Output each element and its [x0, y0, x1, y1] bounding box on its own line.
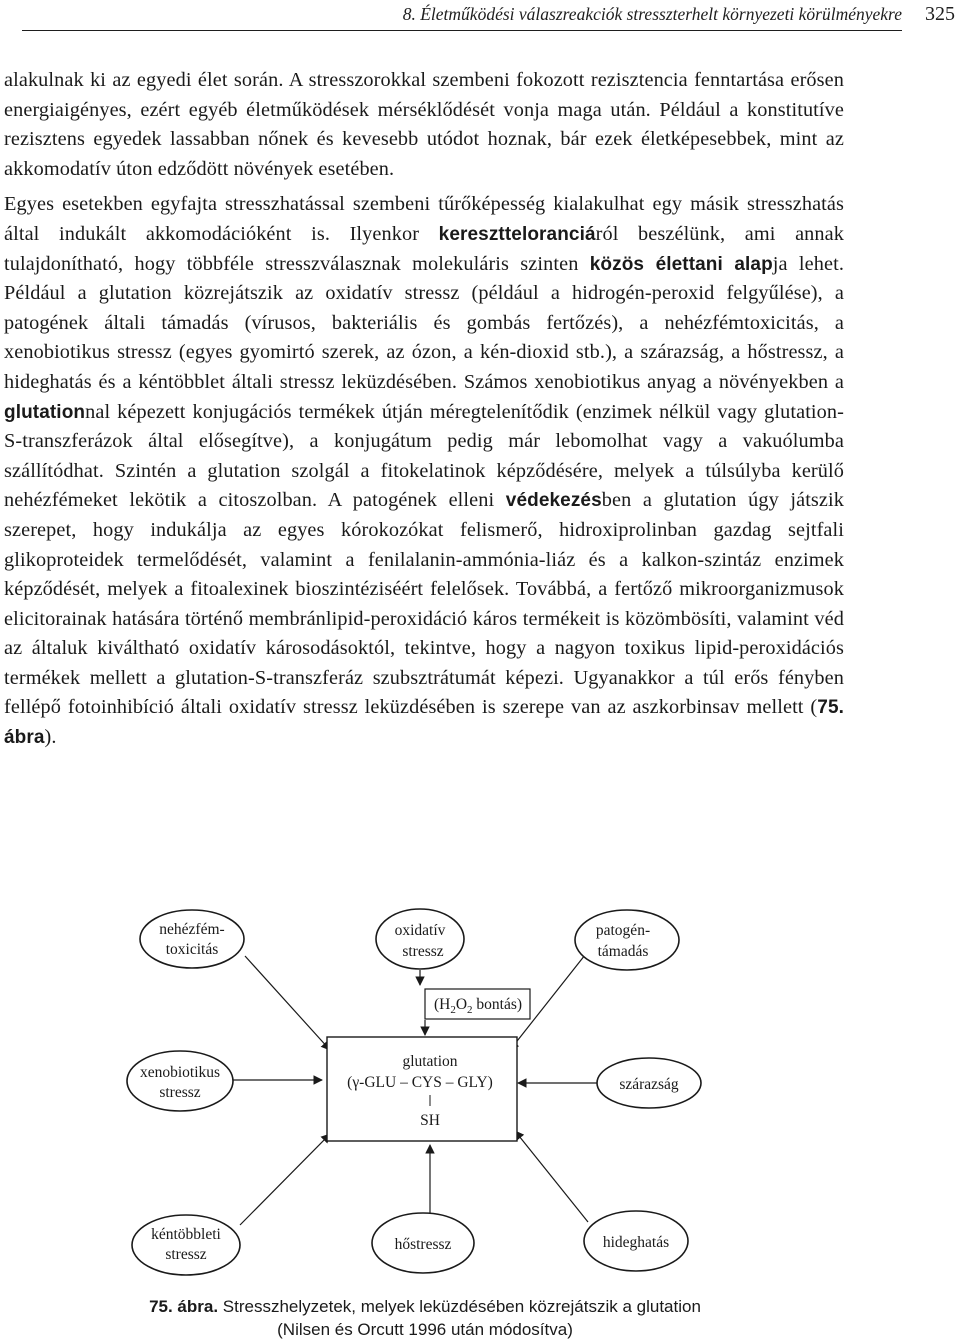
caption-label: 75. ábra.: [149, 1297, 219, 1316]
label-xenobiotikus-1: xenobiotikus: [139, 1064, 221, 1081]
label-szarazsag: szárazság: [619, 1076, 679, 1093]
node-oxidativ-stressz: [376, 909, 464, 969]
body-text: [4, 66, 844, 753]
caption-line-1: [0, 1295, 850, 1318]
sh-group: SH: [420, 1112, 440, 1129]
p2-text-1: Egyes esetekben egyfajta stresszhatással szembeni tűrőképesség kialakulhat egy másik stresszhatás által indukált akkomodációként is. Ilyenkor: [4, 193, 844, 245]
figure-caption: [0, 1295, 850, 1341]
term-vedekezes: védekezés: [505, 490, 602, 512]
term-keresztolerancia: keresztteloranciá: [438, 223, 596, 245]
page-number: 325: [925, 3, 955, 25]
node-kentobbleti-stressz: [132, 1215, 240, 1275]
node-patogen-tamadas: [575, 910, 679, 970]
glutation-label: glutation: [402, 1053, 458, 1070]
running-header: [22, 2, 902, 31]
label-hostressz: hőstressz: [394, 1236, 452, 1253]
node-nehezfem-toxicitas: [140, 910, 244, 968]
p2-text-5: ben a glutation úgy játszik szerepet, hogy indukálja az egyes kórokozókat felismerő, hidroxiprolinban gazdag sejtfali glikoproteidek termelődését, valamint a fenilalanin-ammónia-liáz és a kalkon-szintáz enzimek képződését, melyek a fitoalexinek bioszintéziséért felelősek. Továbbá, a fertőző mikroorganizmusok elicitorainak hatására történő membránlipid-peroxidáció káros termékeit is közömbösíti, valamint véd az általuk kiváltható oxidatív károsodásoktól, tekintve, hogy a nagyon toxikus lipid-peroxidációs termékek mellett a glutation-S-transzferáz szubsztrátumát képezi. Ugyanakkor a túl erős fényben fellépő fotoinhibíció általi oxidatív stressz leküzdésében is szerepe van az aszkorbinsav mellett (: [4, 489, 844, 719]
label-patogen-2: támadás: [597, 943, 649, 960]
label-kentobbleti-2: stressz: [165, 1246, 207, 1263]
label-nehezfem-2: toxicitás: [165, 941, 219, 958]
h2o2-label: ($H_2O_2$ bontás): [433, 996, 523, 1016]
term-kozos-elettani-alap: közös élettani alap: [589, 253, 773, 275]
paragraph-2: [4, 190, 844, 752]
arrow-nehezfem: [245, 956, 330, 1050]
label-nehezfem-1: nehézfém-: [159, 921, 225, 938]
caption-line-2: (Nilsen és Orcutt 1996 után módosítva): [277, 1320, 573, 1339]
p2-text-2: ról beszélünk, ami annak tulajdonítható, hogy többféle stresszválasznak molekuláris szinten: [4, 222, 844, 275]
label-oxidativ-1: oxidatív: [394, 922, 446, 939]
arrow-hideghatas: [515, 1131, 588, 1222]
p2-text-6: ).: [44, 726, 57, 749]
paragraph-1: alakulnak ki az egyedi élet során. A stresszorokkal szembeni fokozott rezisztencia fenntartása erősen energiaigényes, ezért egyéb életműködések mérséklődését vonja maga után. Például a konstitutíve rezisztens egyedek lassabban nőnek és kevesebb utódot hoznak, bár ezek életképesebbek, mint az akkomodatív úton edződött növények esetében.: [4, 69, 844, 180]
glutation-diagram: [0, 905, 960, 1290]
node-xenobiotikus-stressz: [127, 1051, 233, 1111]
label-xenobiotikus-2: stressz: [159, 1084, 201, 1101]
header-title: 8. Életműködési válaszreakciók stresszterhelt környezeti körülményekre: [402, 4, 902, 24]
label-kentobbleti-1: kéntöbbleti: [151, 1226, 221, 1243]
label-oxidativ-2: stressz: [402, 943, 444, 960]
label-patogen-1: patogén-: [595, 922, 651, 939]
figure-reference: 75. ábra: [4, 697, 844, 749]
p2-text-3: ja lehet. Például a glutation közrejátszik az oxidatív stressz (például a hidrogén-peroxid felgyűlése), a patogének általi támadás (vírusos, bakteriális és gombás fertőzés), a nehézfémtoxicitás, a xenobiotikus stressz (egyes gyomirtó szerek, az ózon, a kén-dioxid stb.), a szárazság, a hőstressz, a hideghatás és a kéntöbblet általi stressz leküzdésében. Számos xenobiotikus anyag a növényekben a: [4, 252, 844, 393]
p2-text-4: nal képezett konjugációs termékek útján méregtelenítődik (enzimek nélkül vagy glutation-S-transzferázok által elősegítve), a konjugátum pedig már lebomolhat vagy a vakuólumba szállítódhat. Szintén a glutation szolgál a fitokelatinok képződésére, melyek a túlsúlyba kerülő nehézfémeket lekötik a citoszolban. A patogének elleni: [4, 400, 844, 512]
glutation-formula: (γ-GLU – CYS – GLY): [347, 1074, 493, 1091]
arrow-kentobbleti: [240, 1134, 330, 1225]
label-hideghatas: hideghatás: [602, 1234, 670, 1251]
term-glutation: glutation: [4, 401, 86, 423]
caption-text: Stresszhelyzetek, melyek leküzdésében közrejátszik a glutation: [218, 1297, 701, 1316]
